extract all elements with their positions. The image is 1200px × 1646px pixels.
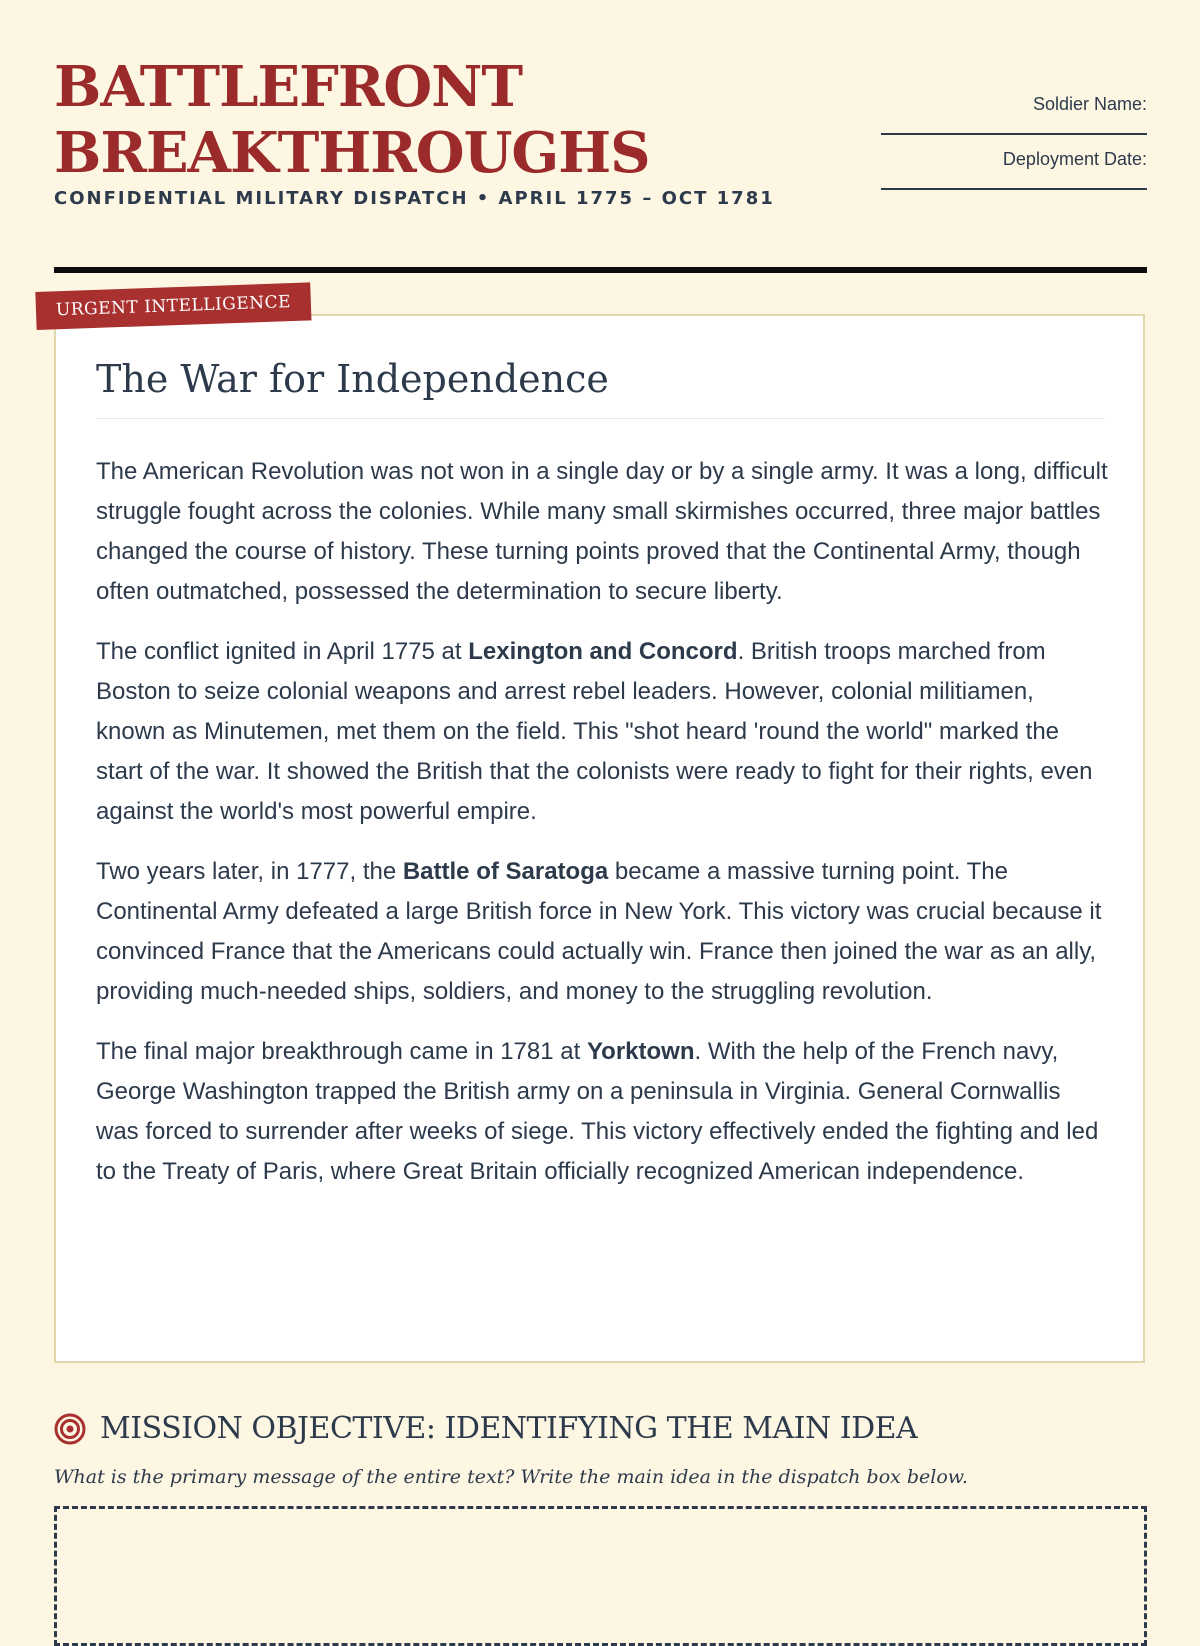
student-fields: [881, 94, 1147, 204]
paragraph-3-before: Two years later, in 1777, the: [96, 858, 403, 885]
urgent-intelligence-tag: URGENT INTELLIGENCE: [35, 282, 311, 330]
paragraph-2: [96, 632, 1108, 832]
objective-title: MISSION OBJECTIVE: IDENTIFYING THE MAIN IDEA: [100, 1411, 918, 1446]
mission-objective: [54, 1405, 1147, 1455]
card-title: The War for Independence: [96, 354, 1105, 419]
main-idea-answer-box[interactable]: [54, 1506, 1147, 1646]
soldier-name-label: Soldier Name:: [1032, 94, 1147, 114]
title-line-1: BATTLEFRONT: [54, 54, 523, 120]
paragraph-3: [96, 852, 1108, 1012]
paragraph-4: [96, 1032, 1108, 1192]
soldier-name-field[interactable]: [881, 94, 1147, 135]
deployment-date-label: Deployment Date:: [1002, 149, 1147, 169]
target-icon: [54, 1413, 86, 1445]
paragraph-2-before: The conflict ignited in April 1775 at: [96, 638, 469, 665]
deployment-date-field[interactable]: [881, 149, 1147, 190]
paragraph-3-after: became a massive turning point. The Continental Army defeated a large British force in New York. This victory was crucial because it convinced France that the Americans could actually win. France then joined the war as an ally, providing much-needed ships, soldiers, and money to the struggling revolution.: [96, 858, 1102, 1005]
paragraph-2-after: . British troops marched from Boston to seize colonial weapons and arrest rebel leaders. However, colonial militiamen, known as Minutemen, met them on the field. This "shot heard 'round the world" marked the start of the war. It showed the British that the colonists were ready to fight for their rights, even against the world's most powerful empire.: [96, 638, 1093, 825]
saratoga-term: Battle of Saratoga: [402, 858, 609, 885]
paragraph-1: [96, 452, 1108, 612]
paragraph-4-after: . With the help of the French navy, George Washington trapped the British army on a peninsula in Virginia. General Cornwallis was forced to surrender after weeks of siege. This victory effectively ended the fighting and led to the Treaty of Paris, where Great Britain officially recognized American independence.: [96, 1038, 1099, 1185]
subtitle: CONFIDENTIAL MILITARY DISPATCH • APRIL 1775 – OCT 1781: [54, 188, 775, 209]
header-divider: [54, 267, 1147, 273]
card-body: [96, 452, 1108, 1212]
reading-card: [54, 314, 1145, 1363]
yorktown-term: Yorktown: [586, 1038, 695, 1065]
paragraph-4-before: The final major breakthrough came in 1781 at: [96, 1038, 587, 1065]
title-line-2: BREAKTHROUGHS: [54, 120, 650, 186]
lexington-concord-term: Lexington and Concord: [468, 638, 738, 665]
header: [54, 54, 1147, 214]
paragraph-1-text: The American Revolution was not won in a single day or by a single army. It was a long, difficult struggle fought across the colonies. While many small skirmishes occurred, three major battles changed the course of history. These turning points proved that the Continental Army, though often outmatched, possessed the determination to secure liberty.: [96, 458, 1108, 605]
objective-prompt: What is the primary message of the entire text? Write the main idea in the dispatch box below.: [54, 1466, 968, 1488]
